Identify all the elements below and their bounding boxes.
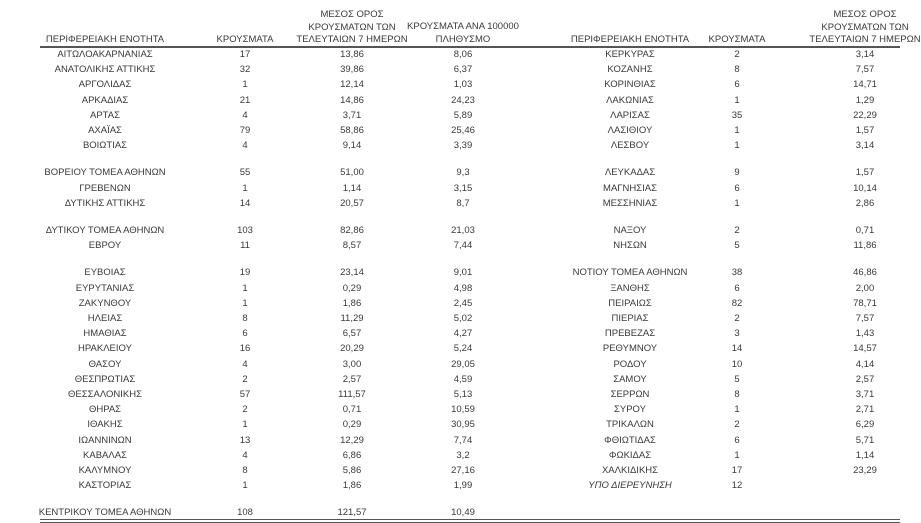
right-region-name-cell: ΣΕΡΡΩΝ <box>610 389 650 400</box>
left-avg-7-days-cell: 12,29 <box>340 434 364 446</box>
left-region-name-cell: ΔΥΤΙΚΗΣ ΑΤΤΙΚΗΣ <box>64 197 146 209</box>
left-avg-7-days-cell: 0,29 <box>342 282 362 294</box>
left-avg-7-days-cell: 3,00 <box>342 358 362 370</box>
right-cases-cell: 38 <box>731 267 743 279</box>
left-per-100k-cell: 24,23 <box>451 94 475 106</box>
header-rule <box>40 46 900 48</box>
left-avg-7-days-cell: 2,57 <box>342 373 362 385</box>
right-cases-cell: 6 <box>734 79 740 91</box>
header-line: ΚΡΟΥΣΜΑΤΩΝ ΤΩΝ <box>308 21 396 33</box>
left-avg-7-days-cell: 1,86 <box>342 480 362 492</box>
left-per-100k-cell: 6,37 <box>453 64 473 76</box>
left-cases-cell: 17 <box>239 49 251 60</box>
header-line: ΜΕΣΟΣ ΟΡΟΣ <box>320 9 384 20</box>
bottom-rule-double <box>40 522 900 523</box>
left-avg-7-days-cell: 0,71 <box>342 404 362 416</box>
left-per-100k-cell: 10,49 <box>451 507 475 519</box>
left-cases-cell: 2 <box>242 373 248 385</box>
left-cases-cell: 57 <box>239 389 251 400</box>
left-region-name-cell: ΚΕΝΤΡΙΚΟΥ ΤΟΜΕΑ ΑΘΗΝΩΝ <box>38 507 172 519</box>
left-per-100k-cell: 4,59 <box>453 373 473 385</box>
right-region-name-cell: ΣΥΡΟΥ <box>614 404 646 416</box>
left-cases-cell: 4 <box>242 449 248 461</box>
right-avg-7-days-cell: 4,14 <box>855 358 875 370</box>
left-cases-cell: 16 <box>239 343 251 355</box>
right-region-name-cell: ΠΡΕΒΕΖΑΣ <box>604 328 656 340</box>
left-per-100k-cell: 10,59 <box>451 404 475 416</box>
right-avg-7-days-cell: 6,29 <box>855 419 875 431</box>
left-region-name-cell: ΕΒΡΟΥ <box>88 240 122 252</box>
right-region-name-cell: ΤΡΙΚΑΛΩΝ <box>606 419 654 431</box>
left-avg-7-days-cell: 82,86 <box>340 225 364 236</box>
left-region-name-cell: ΚΑΛΥΜΝΟΥ <box>78 465 132 476</box>
right-cases-cell: 2 <box>734 419 740 431</box>
left-cases-cell: 19 <box>239 267 251 279</box>
right-cases-cell: 6 <box>734 434 740 446</box>
left-region-name-cell: ΑΡΚΑΔΙΑΣ <box>81 94 129 106</box>
left-per-100k-cell: 29,05 <box>451 358 475 370</box>
right-avg-7-days-cell: 22,29 <box>853 109 877 121</box>
right-region-name-cell: ΝΟΤΙΟΥ ΤΟΜΕΑ ΑΘΗΝΩΝ <box>572 267 688 279</box>
right-avg-7-days-cell: 1,57 <box>855 167 875 179</box>
left-per-100k-cell: 4,98 <box>453 282 473 294</box>
right-avg-7-days-cell: 1,57 <box>855 125 875 136</box>
left-avg-7-days-cell: 111,57 <box>338 389 366 400</box>
header-per100k <box>407 21 519 46</box>
right-avg-7-days-cell: 7,57 <box>855 64 875 76</box>
right-avg-7-days-cell: 2,57 <box>855 373 875 385</box>
right-cases-cell: 3 <box>734 328 740 340</box>
right-region-name-cell: ΣΑΜΟΥ <box>613 373 647 385</box>
right-region-name-cell: ΛΑΚΩΝΙΑΣ <box>606 94 654 106</box>
left-avg-7-days-cell: 13,86 <box>340 49 364 60</box>
right-cases-cell: 17 <box>731 465 743 476</box>
left-region-name-cell: ΑΙΤΩΛΟΑΚΑΡΝΑΝΙΑΣ <box>57 49 153 60</box>
right-avg-7-days-cell: 3,14 <box>855 140 875 152</box>
right-cases-cell: 8 <box>734 389 740 400</box>
left-per-100k-cell: 1,03 <box>453 79 473 91</box>
left-avg-7-days-cell: 14,86 <box>340 94 364 106</box>
right-avg-7-days-cell: 46,86 <box>853 267 877 279</box>
right-avg-7-days-cell: 2,71 <box>855 404 875 416</box>
right-region-name-cell: ΠΕΙΡΑΙΩΣ <box>608 297 652 309</box>
right-cases-cell: 2 <box>734 49 740 60</box>
right-region-name-cell: ΝΑΞΟΥ <box>613 225 647 236</box>
right-region-name-cell: ΛΕΥΚΑΔΑΣ <box>604 167 656 179</box>
left-region-name-cell: ΒΟΡΕΙΟΥ ΤΟΜΕΑ ΑΘΗΝΩΝ <box>44 167 166 179</box>
left-per-100k-cell: 5,02 <box>453 313 473 324</box>
left-per-100k-cell: 1,99 <box>453 480 473 492</box>
left-cases-cell: 8 <box>242 313 248 324</box>
left-avg-7-days-cell: 1,86 <box>342 297 362 309</box>
right-cases-cell: 14 <box>731 343 743 355</box>
left-cases-cell: 4 <box>242 109 248 121</box>
right-region-name-cell: ΚΕΡΚΥΡΑΣ <box>605 49 655 60</box>
left-cases-cell: 13 <box>239 434 251 446</box>
header-line: ΤΕΛΕΥΤΑΙΩΝ 7 ΗΜΕΡΩΝ <box>296 34 408 45</box>
right-region-name-cell: ΞΑΝΘΗΣ <box>610 282 650 294</box>
left-region-name-cell: ΘΑΣΟΥ <box>88 358 122 370</box>
left-per-100k-cell: 4,27 <box>453 328 473 340</box>
left-region-name-cell: ΘΕΣΠΡΩΤΙΑΣ <box>74 373 136 385</box>
left-region-name-cell: ΙΘΑΚΗΣ <box>87 419 123 431</box>
left-avg-7-days-cell: 6,57 <box>342 328 362 340</box>
right-cases-cell: 10 <box>731 358 743 370</box>
right-avg-7-days-cell: 2,86 <box>855 197 875 209</box>
right-cases-cell: 2 <box>734 225 740 236</box>
left-cases-cell: 1 <box>242 182 248 194</box>
left-cases-cell: 32 <box>239 64 251 76</box>
left-avg-7-days-cell: 0,29 <box>342 419 362 431</box>
left-cases-cell: 11 <box>240 240 250 252</box>
right-region-name-cell: ΛΕΣΒΟΥ <box>610 140 650 152</box>
right-cases-cell: 35 <box>731 109 743 121</box>
left-per-100k-cell: 8,06 <box>453 49 473 60</box>
left-per-100k-cell: 2,45 <box>453 297 473 309</box>
left-region-name-cell: ΖΑΚΥΝΘΟΥ <box>78 297 132 309</box>
left-region-name-cell: ΒΟΙΩΤΙΑΣ <box>82 140 128 152</box>
right-region-name-cell: ΦΘΙΩΤΙΔΑΣ <box>604 434 656 446</box>
header-line: ΠΛΗΘΥΣΜΟ <box>435 33 491 45</box>
right-avg-7-days-cell: 7,57 <box>855 313 875 324</box>
right-region-name-cell: ΠΙΕΡΙΑΣ <box>611 313 649 324</box>
left-cases-cell: 8 <box>242 465 248 476</box>
left-per-100k-cell: 25,46 <box>451 125 475 136</box>
header-region-left: ΠΕΡΙΦΕΡΕΙΑΚΗ ΕΝΟΤΗΤΑ <box>45 34 165 45</box>
left-avg-7-days-cell: 8,57 <box>342 240 362 252</box>
left-avg-7-days-cell: 12,14 <box>340 79 364 91</box>
left-avg-7-days-cell: 51,00 <box>340 167 364 179</box>
header-region-right: ΠΕΡΙΦΕΡΕΙΑΚΗ ΕΝΟΤΗΤΑ <box>570 34 690 45</box>
right-region-name-cell: ΚΟΖΑΝΗΣ <box>607 64 653 76</box>
left-region-name-cell: ΕΥΒΟΙΑΣ <box>84 267 126 279</box>
left-cases-cell: 108 <box>237 507 253 519</box>
left-per-100k-cell: 7,44 <box>453 240 473 252</box>
left-avg-7-days-cell: 9,14 <box>342 140 362 152</box>
left-avg-7-days-cell: 39,86 <box>340 64 364 76</box>
right-cases-cell: 1 <box>734 94 740 106</box>
left-per-100k-cell: 8,7 <box>456 197 470 209</box>
left-region-name-cell: ΑΝΑΤΟΛΙΚΗΣ ΑΤΤΙΚΗΣ <box>54 64 156 76</box>
right-cases-cell: 6 <box>734 182 740 194</box>
left-cases-cell: 1 <box>242 79 248 91</box>
left-cases-cell: 1 <box>242 282 248 294</box>
left-per-100k-cell: 9,01 <box>453 267 473 279</box>
right-avg-7-days-cell: 0,71 <box>855 225 875 236</box>
left-avg-7-days-cell: 6,86 <box>342 449 362 461</box>
left-per-100k-cell: 9,3 <box>456 167 470 179</box>
left-region-name-cell: ΗΡΑΚΛΕΙΟΥ <box>78 343 132 355</box>
header-line: ΚΡΟΥΣΜΑΤΩΝ ΤΩΝ <box>821 21 909 33</box>
left-region-name-cell: ΘΗΡΑΣ <box>88 404 122 416</box>
left-cases-cell: 4 <box>242 358 248 370</box>
header-avg7-right <box>809 9 920 47</box>
right-cases-cell: 5 <box>734 240 740 252</box>
left-region-name-cell: ΑΡΤΑΣ <box>90 109 120 121</box>
right-avg-7-days-cell: 1,29 <box>855 94 875 106</box>
right-cases-cell: 8 <box>734 64 740 76</box>
left-per-100k-cell: 7,74 <box>453 434 473 446</box>
right-cases-cell: 9 <box>734 167 740 179</box>
left-avg-7-days-cell: 20,29 <box>340 343 364 355</box>
left-cases-cell: 6 <box>242 328 248 340</box>
header-cases-right: ΚΡΟΥΣΜΑΤΑ <box>708 34 766 45</box>
left-region-name-cell: ΚΑΣΤΟΡΙΑΣ <box>78 480 132 492</box>
left-avg-7-days-cell: 5,86 <box>342 465 362 476</box>
left-per-100k-cell: 27,16 <box>451 465 475 476</box>
left-region-name-cell: ΗΛΕΙΑΣ <box>87 313 123 324</box>
right-avg-7-days-cell: 3,71 <box>855 389 875 400</box>
left-cases-cell: 21 <box>239 94 251 106</box>
right-avg-7-days-cell: 14,71 <box>853 79 877 91</box>
right-cases-cell: 6 <box>734 282 740 294</box>
left-avg-7-days-cell: 20,57 <box>340 197 364 209</box>
right-region-name-cell: ΚΟΡΙΝΘΙΑΣ <box>604 79 656 91</box>
right-region-name-cell: ΝΗΣΩΝ <box>613 240 647 252</box>
right-cases-cell: 1 <box>734 449 740 461</box>
left-region-name-cell: ΑΡΓΟΛΙΔΑΣ <box>78 79 132 91</box>
left-region-name-cell: ΗΜΑΘΙΑΣ <box>83 328 127 340</box>
left-avg-7-days-cell: 1,14 <box>342 182 362 194</box>
left-cases-cell: 1 <box>242 297 248 309</box>
right-region-name-cell: ΧΑΛΚΙΔΙΚΗΣ <box>601 465 659 476</box>
right-cases-cell: 12 <box>731 480 743 492</box>
right-avg-7-days-cell: 1,14 <box>855 449 875 461</box>
right-cases-cell: 82 <box>731 297 743 309</box>
right-avg-7-days-cell: 14,57 <box>853 343 877 355</box>
right-cases-cell: 1 <box>734 125 740 136</box>
right-region-name-cell: ΜΕΣΣΗΝΙΑΣ <box>602 197 658 209</box>
right-region-name-cell: ΥΠΟ ΔΙΕΡΕΥΝΗΣΗ <box>588 480 672 492</box>
left-cases-cell: 55 <box>239 167 251 179</box>
left-avg-7-days-cell: 58,86 <box>340 125 364 136</box>
right-cases-cell: 2 <box>734 313 740 324</box>
left-region-name-cell: ΑΧΑΪΑΣ <box>88 125 122 136</box>
left-per-100k-cell: 30,95 <box>451 419 475 431</box>
left-region-name-cell: ΙΩΑΝΝΙΝΩΝ <box>78 434 132 446</box>
right-avg-7-days-cell: 10,14 <box>853 182 877 194</box>
left-cases-cell: 4 <box>242 140 248 152</box>
left-avg-7-days-cell: 23,14 <box>340 267 364 279</box>
right-region-name-cell: ΛΑΣΙΘΙΟΥ <box>607 125 653 136</box>
left-region-name-cell: ΓΡΕΒΕΝΩΝ <box>79 182 131 194</box>
left-region-name-cell: ΚΑΒΑΛΑΣ <box>83 449 127 461</box>
right-cases-cell: 1 <box>734 140 740 152</box>
left-avg-7-days-cell: 121,57 <box>337 507 367 519</box>
left-per-100k-cell: 3,2 <box>456 449 470 461</box>
right-region-name-cell: ΦΩΚΙΔΑΣ <box>608 449 652 461</box>
left-region-name-cell: ΔΥΤΙΚΟΥ ΤΟΜΕΑ ΑΘΗΝΩΝ <box>45 225 165 236</box>
right-avg-7-days-cell: 1,43 <box>855 328 875 340</box>
left-region-name-cell: ΕΥΡΥΤΑΝΙΑΣ <box>75 282 135 294</box>
right-avg-7-days-cell: 23,29 <box>853 465 877 476</box>
right-cases-cell: 1 <box>734 404 740 416</box>
left-cases-cell: 103 <box>237 225 253 236</box>
right-region-name-cell: ΜΑΓΝΗΣΙΑΣ <box>603 182 657 194</box>
left-cases-cell: 2 <box>242 404 248 416</box>
header-line: ΚΡΟΥΣΜΑΤΑ ΑΝΑ 100000 <box>407 21 519 32</box>
header-avg7-left <box>296 9 407 47</box>
left-per-100k-cell: 5,89 <box>453 109 473 121</box>
left-cases-cell: 14 <box>239 197 251 209</box>
right-cases-cell: 1 <box>734 197 740 209</box>
header-line: ΜΕΣΟΣ ΟΡΟΣ <box>833 9 897 20</box>
left-per-100k-cell: 3,39 <box>453 140 473 152</box>
left-per-100k-cell: 21,03 <box>451 225 475 236</box>
left-cases-cell: 79 <box>239 125 251 136</box>
left-cases-cell: 1 <box>242 480 248 492</box>
right-region-name-cell: ΛΑΡΙΣΑΣ <box>610 109 650 121</box>
right-avg-7-days-cell: 2,00 <box>855 282 875 294</box>
header-cases-left: ΚΡΟΥΣΜΑΤΑ <box>216 34 274 45</box>
left-per-100k-cell: 5,13 <box>453 389 473 400</box>
right-avg-7-days-cell: 11,86 <box>853 240 877 252</box>
right-avg-7-days-cell: 3,14 <box>855 49 875 60</box>
left-per-100k-cell: 3,15 <box>453 182 473 194</box>
left-per-100k-cell: 5,24 <box>453 343 473 355</box>
right-region-name-cell: ΡΕΘΥΜΝΟΥ <box>602 343 658 355</box>
left-region-name-cell: ΘΕΣΣΑΛΟΝΙΚΗΣ <box>68 389 142 400</box>
left-avg-7-days-cell: 3,71 <box>342 109 362 121</box>
header-line: ΤΕΛΕΥΤΑΙΩΝ 7 ΗΜΕΡΩΝ <box>809 34 921 45</box>
left-avg-7-days-cell: 11,29 <box>340 313 364 324</box>
right-avg-7-days-cell: 5,71 <box>855 434 875 446</box>
left-cases-cell: 1 <box>242 419 248 431</box>
right-region-name-cell: ΡΟΔΟΥ <box>613 358 647 370</box>
right-avg-7-days-cell: 78,71 <box>853 297 877 309</box>
right-cases-cell: 5 <box>734 373 740 385</box>
